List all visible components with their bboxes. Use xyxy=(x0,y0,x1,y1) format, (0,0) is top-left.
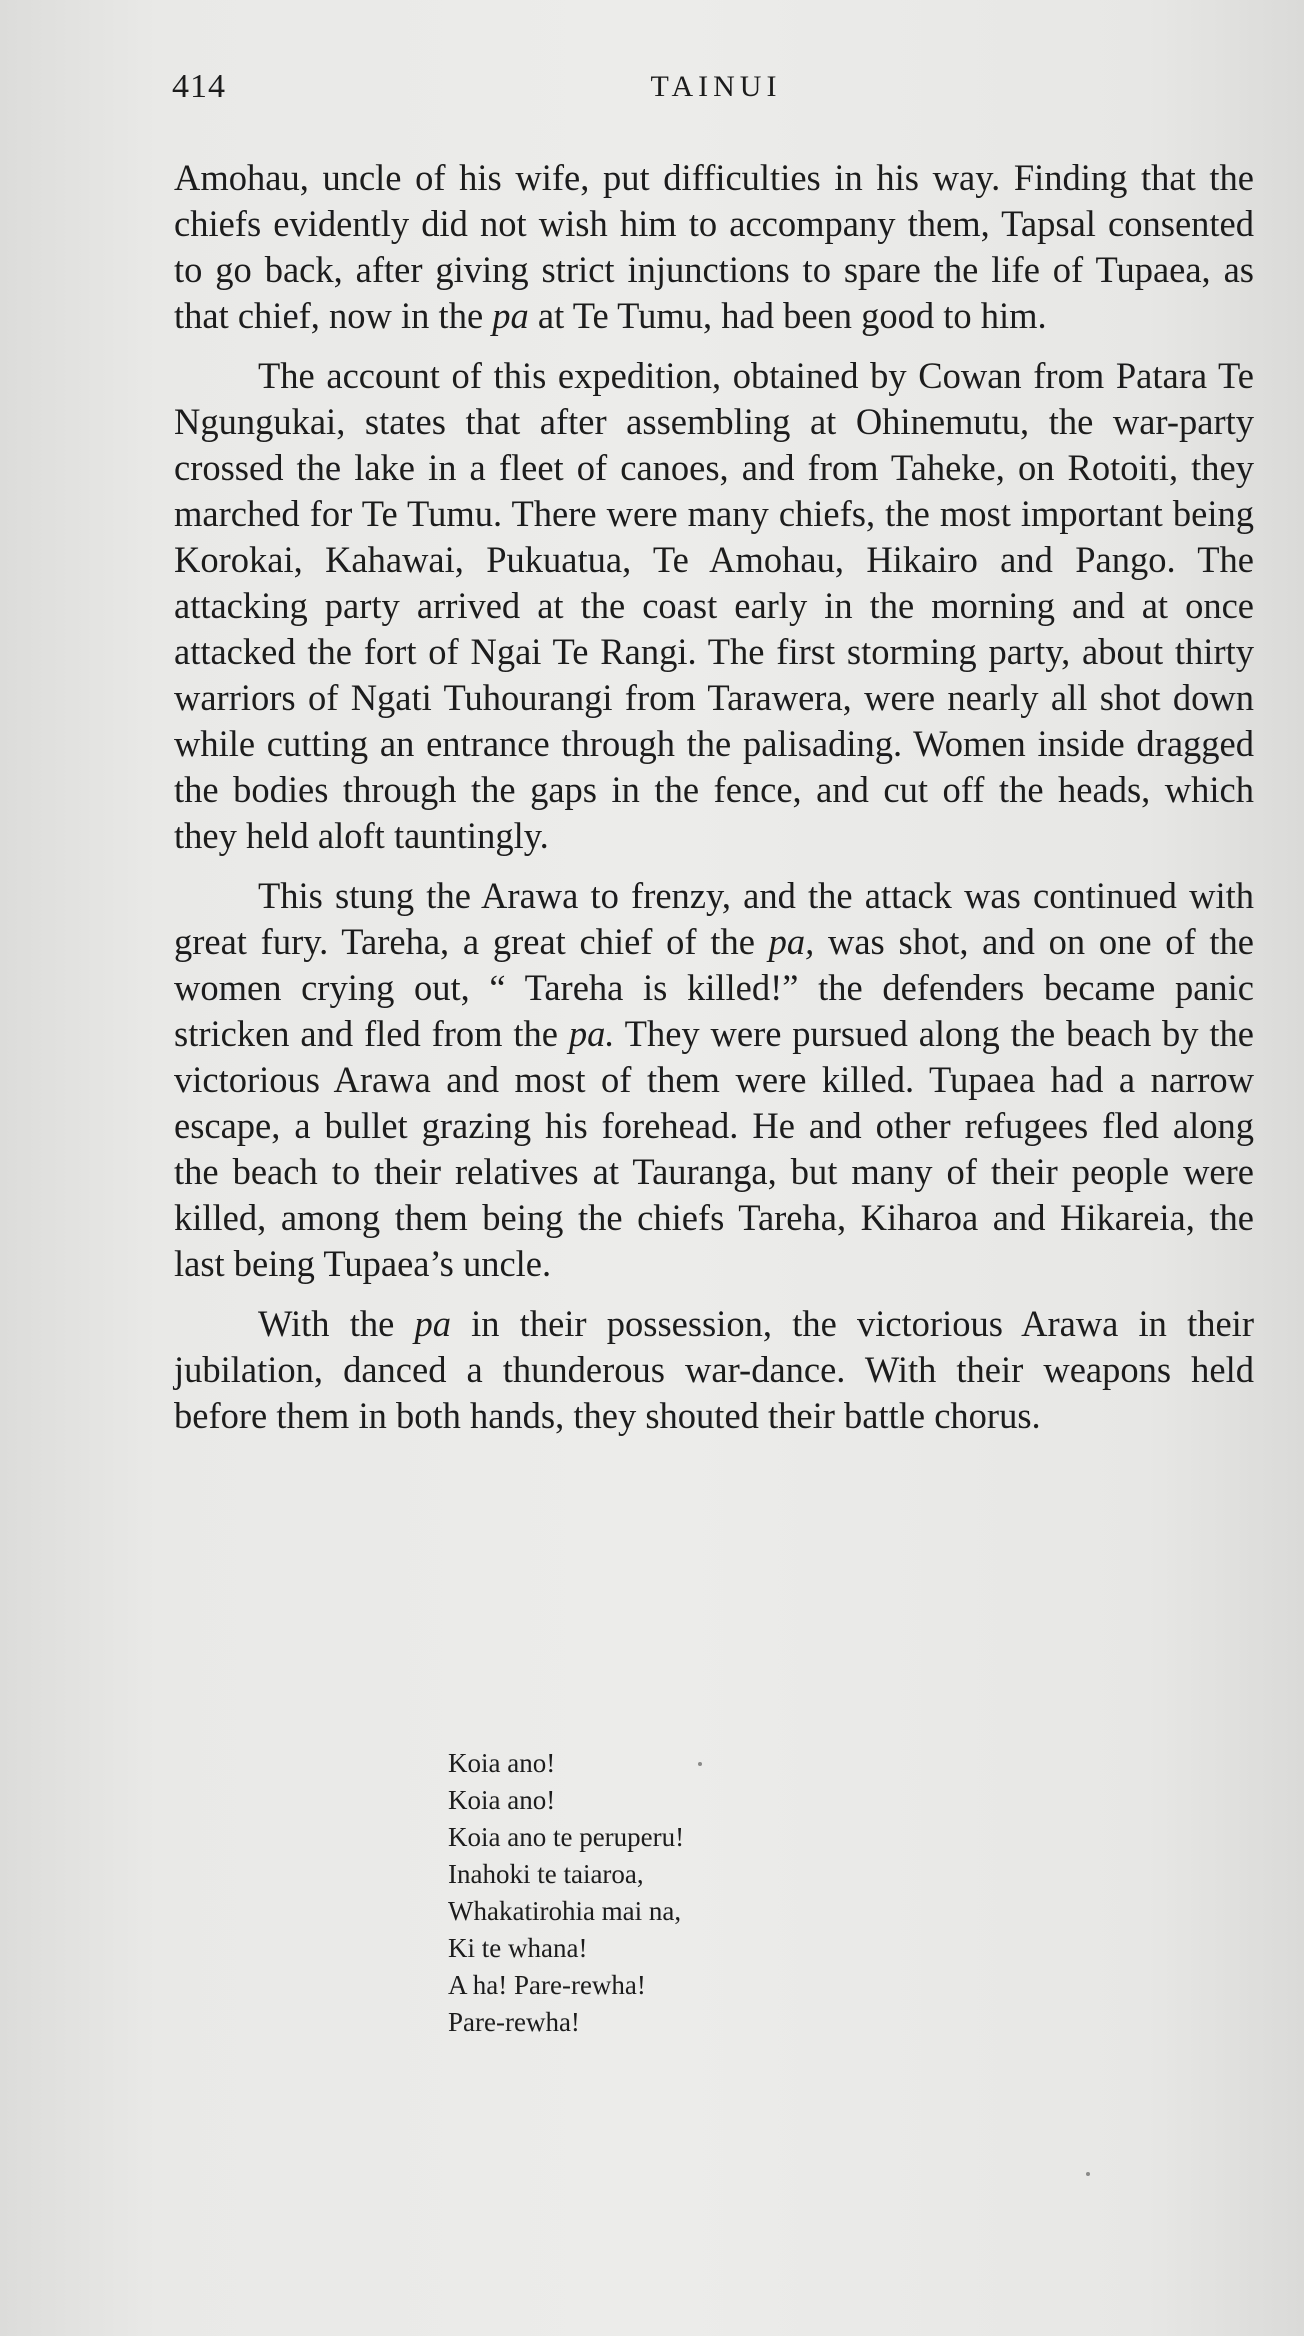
verse-line: Inahoki te taiaroa, xyxy=(448,1859,644,1889)
verse-line: Koia ano! xyxy=(448,1785,556,1815)
verse-line: Pare-rewha! xyxy=(448,2007,580,2037)
italic-term: pa xyxy=(414,1303,451,1344)
verse-line: Whakatirohia mai na, xyxy=(448,1896,682,1926)
paragraph xyxy=(174,1301,1254,1439)
paragraph xyxy=(174,873,1254,1287)
verse-line: Koia ano! xyxy=(448,1748,556,1778)
running-header xyxy=(172,68,1260,118)
text-segment: at Te Tumu, had been good to him. xyxy=(528,295,1047,336)
verse-line: Koia ano te peruperu! xyxy=(448,1822,685,1852)
paragraph xyxy=(174,155,1254,339)
paragraph xyxy=(174,353,1254,859)
text-segment: was shot, and on one of the women crying out, “ Tareha is killed!” the defenders became panic stricken and fled from the xyxy=(174,921,1254,1054)
text-segment: Amohau, uncle of his wife, put difficulties in his way. Finding that the chiefs evidently did not wish him to accompany them, Tapsal consented to go back, after giving strict injunctions to spare the life of Tupaea, as that chief, now in the xyxy=(174,157,1254,336)
italic-term: pa xyxy=(492,295,529,336)
text-segment: in their possession, the victorious Arawa in their jubilation, danced a thunderous war-dance. With their weapons held before them in both hands, they shouted their battle chorus. xyxy=(174,1303,1254,1436)
text-segment: This stung the Arawa to frenzy, and the attack was continued with great fury. Tareha, a great chief of the xyxy=(174,875,1254,962)
text-segment: With the xyxy=(258,1303,415,1344)
text-segment: They were pursued along the beach by the victorious Arawa and most of them were killed. Tupaea had a narrow escape, a bullet grazing his forehead. He and other refugees fled along the beach to their relatives at Tauranga, but many of their people were killed, among them being the chiefs Tareha, Kiharoa and Hikareia, the last being Tupaea’s uncle. xyxy=(174,1013,1255,1284)
running-title: TAINUI xyxy=(650,70,782,103)
body-text xyxy=(174,155,1254,1453)
paper-speck xyxy=(698,1762,702,1766)
battle-chorus-verse xyxy=(448,1745,1048,2041)
paper-speck xyxy=(1086,2172,1090,2176)
verse-line: A ha! Pare-rewha! xyxy=(448,1970,646,2000)
italic-term: pa. xyxy=(568,1013,615,1054)
page-number: 414 xyxy=(172,68,226,105)
italic-term: pa, xyxy=(768,921,815,962)
verse-line: Ki te whana! xyxy=(448,1933,588,1963)
text-segment: The account of this expedition, obtained by Cowan from Patara Te Ngungukai, states that after assembling at Ohinemutu, the war-party crossed the lake in a fleet of canoes, and from Taheke, on Rotoiti, they marched for Te Tumu. There were many chiefs, the most important being Korokai, Kahawai, Pukuatua, Te Amohau, Hikairo and Pango. The attacking party arrived at the coast early in the morning and at once attacked the fort of Ngai Te Rangi. The first storming party, about thirty warriors of Ngati Tuhourangi from Tarawera, were nearly all shot down while cutting an entrance through the palisading. Women inside dragged the bodies through the gaps in the fence, and cut off the heads, which they held aloft tauntingly. xyxy=(174,355,1254,856)
